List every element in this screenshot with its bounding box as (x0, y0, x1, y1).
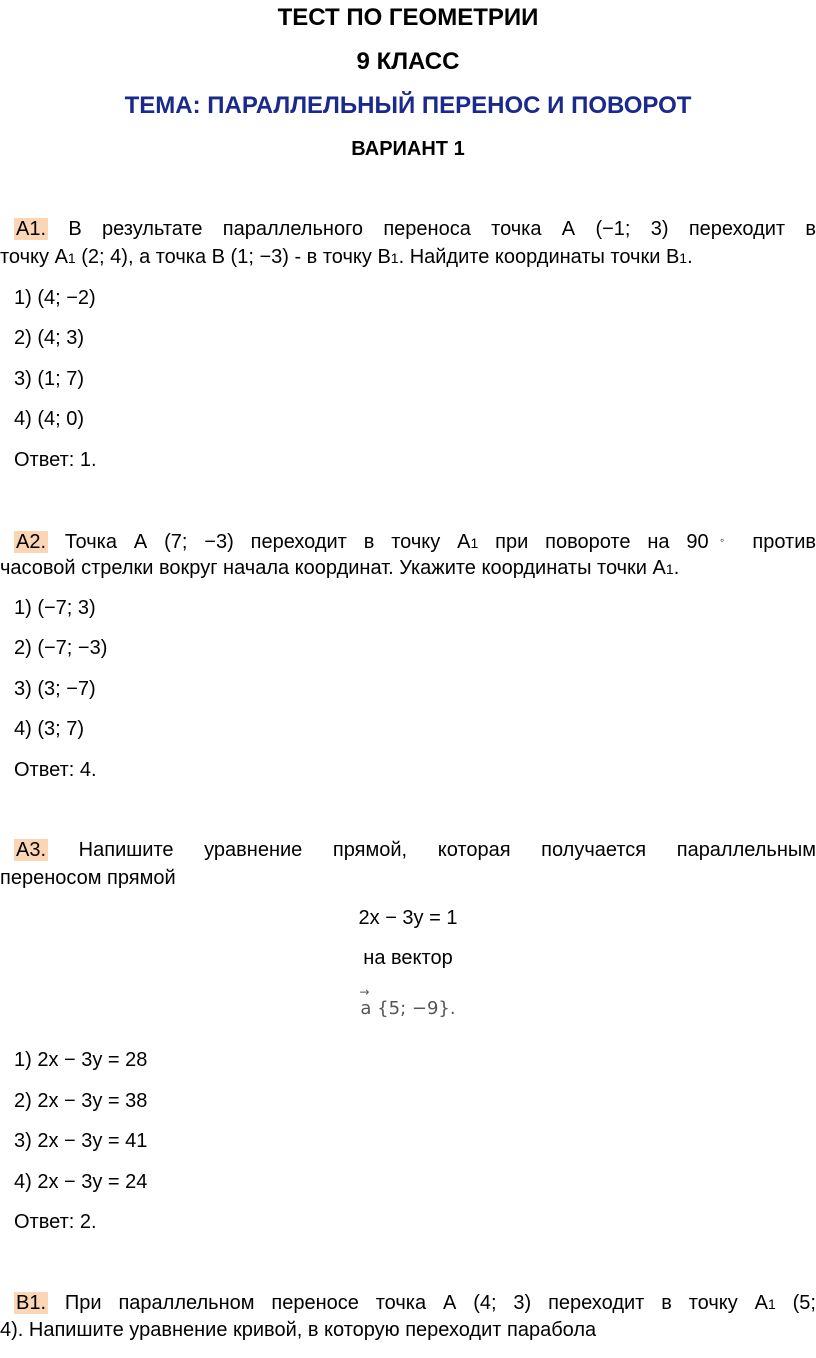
a2-text-part: против (735, 531, 816, 553)
question-label-a2: А2. (16, 531, 47, 553)
a1-text-part: . (687, 246, 693, 268)
a2-text-part: . (673, 557, 680, 579)
question-a1-line1 (0, 217, 816, 241)
a3-option-1: 1) 2x − 3y = 28 (14, 1049, 148, 1071)
a3-text-part: Напишите уравнение прямой, которая получается параллельным (78, 839, 816, 861)
b1-text-part: При параллельном переносе точка А (4; 3) переходит в точку А (64, 1292, 768, 1314)
a1-subscript: 1 (390, 250, 399, 266)
line-equation: 2x − 3y = 1 (358, 907, 458, 929)
a2-option-2: 2) (−7; −3) (14, 637, 108, 659)
variant-heading: ВАРИАНТ 1 (351, 138, 465, 160)
question-label-a1: А1. (16, 218, 47, 240)
question-a1-line2 (0, 245, 693, 270)
a2-option-3: 3) (3; −7) (14, 678, 96, 700)
a3-answer: Ответ: 2. (14, 1211, 97, 1233)
a2-text-part: часовой стрелки вокруг начала координат. Укажите координаты точки А (0, 557, 666, 579)
a1-option-4: 4) (4; 0) (14, 408, 85, 430)
b1-subscript: 1 (767, 1296, 776, 1312)
a3-option-3: 3) 2x − 3y = 41 (14, 1130, 148, 1152)
a1-option-1: 1) (4; −2) (14, 287, 96, 309)
grade-heading: 9 КЛАСС (356, 48, 460, 75)
a2-text-part: Точка А (7; −3) переходит в точку А (64, 531, 471, 553)
vector-formula (0, 998, 816, 1019)
question-a2-line1 (0, 528, 816, 555)
question-a2-line2 (0, 556, 679, 581)
a2-option-4: 4) (3; 7) (14, 718, 85, 740)
question-label-a3: А3. (16, 839, 47, 861)
a1-option-3: 3) (1; 7) (14, 368, 85, 390)
question-label-b1: В1. (16, 1292, 47, 1314)
question-b1-line2: 4). Напишите уравнение кривой, в которую переходит парабола (0, 1319, 597, 1341)
test-title: ТЕСТ ПО ГЕОМЕТРИИ (277, 4, 539, 31)
a1-text-part: . Найдите координаты точки В (398, 246, 680, 268)
degree-symbol: ◦ (708, 533, 736, 547)
a2-subscript: 1 (470, 535, 479, 551)
a2-answer: Ответ: 4. (14, 759, 97, 781)
a1-subscript: 1 (679, 250, 688, 266)
on-vector-text: на вектор (363, 947, 453, 969)
question-a1-text-1: В результате параллельного переноса точка А (−1; 3) переходит в (68, 218, 816, 240)
question-b1-line1 (0, 1291, 816, 1316)
a1-option-2: 2) (4; 3) (14, 327, 85, 349)
a1-text-part: точку А (0, 246, 68, 268)
question-a3-line1 (0, 838, 816, 862)
a2-option-1: 1) (−7; 3) (14, 597, 96, 619)
a3-option-2: 2) 2x − 3y = 38 (14, 1090, 148, 1112)
a2-subscript: 1 (665, 561, 674, 577)
b1-text-part: (5; (775, 1292, 816, 1314)
vector-a-letter: → a (360, 998, 371, 1019)
topic-heading: ТЕМА: ПАРАЛЛЕЛЬНЫЙ ПЕРЕНОС И ПОВОРОТ (124, 92, 692, 119)
a1-answer: Ответ: 1. (14, 449, 97, 471)
a2-text-part: при повороте на 90 (478, 531, 709, 553)
a3-option-4: 4) 2x − 3y = 24 (14, 1171, 148, 1193)
vector-value: {5; −9}. (371, 998, 456, 1019)
a1-text-part: (2; 4), а точка В (1; −3) - в точку В (75, 246, 391, 268)
question-a3-line2: переносом прямой (0, 867, 176, 889)
a1-subscript: 1 (67, 250, 76, 266)
